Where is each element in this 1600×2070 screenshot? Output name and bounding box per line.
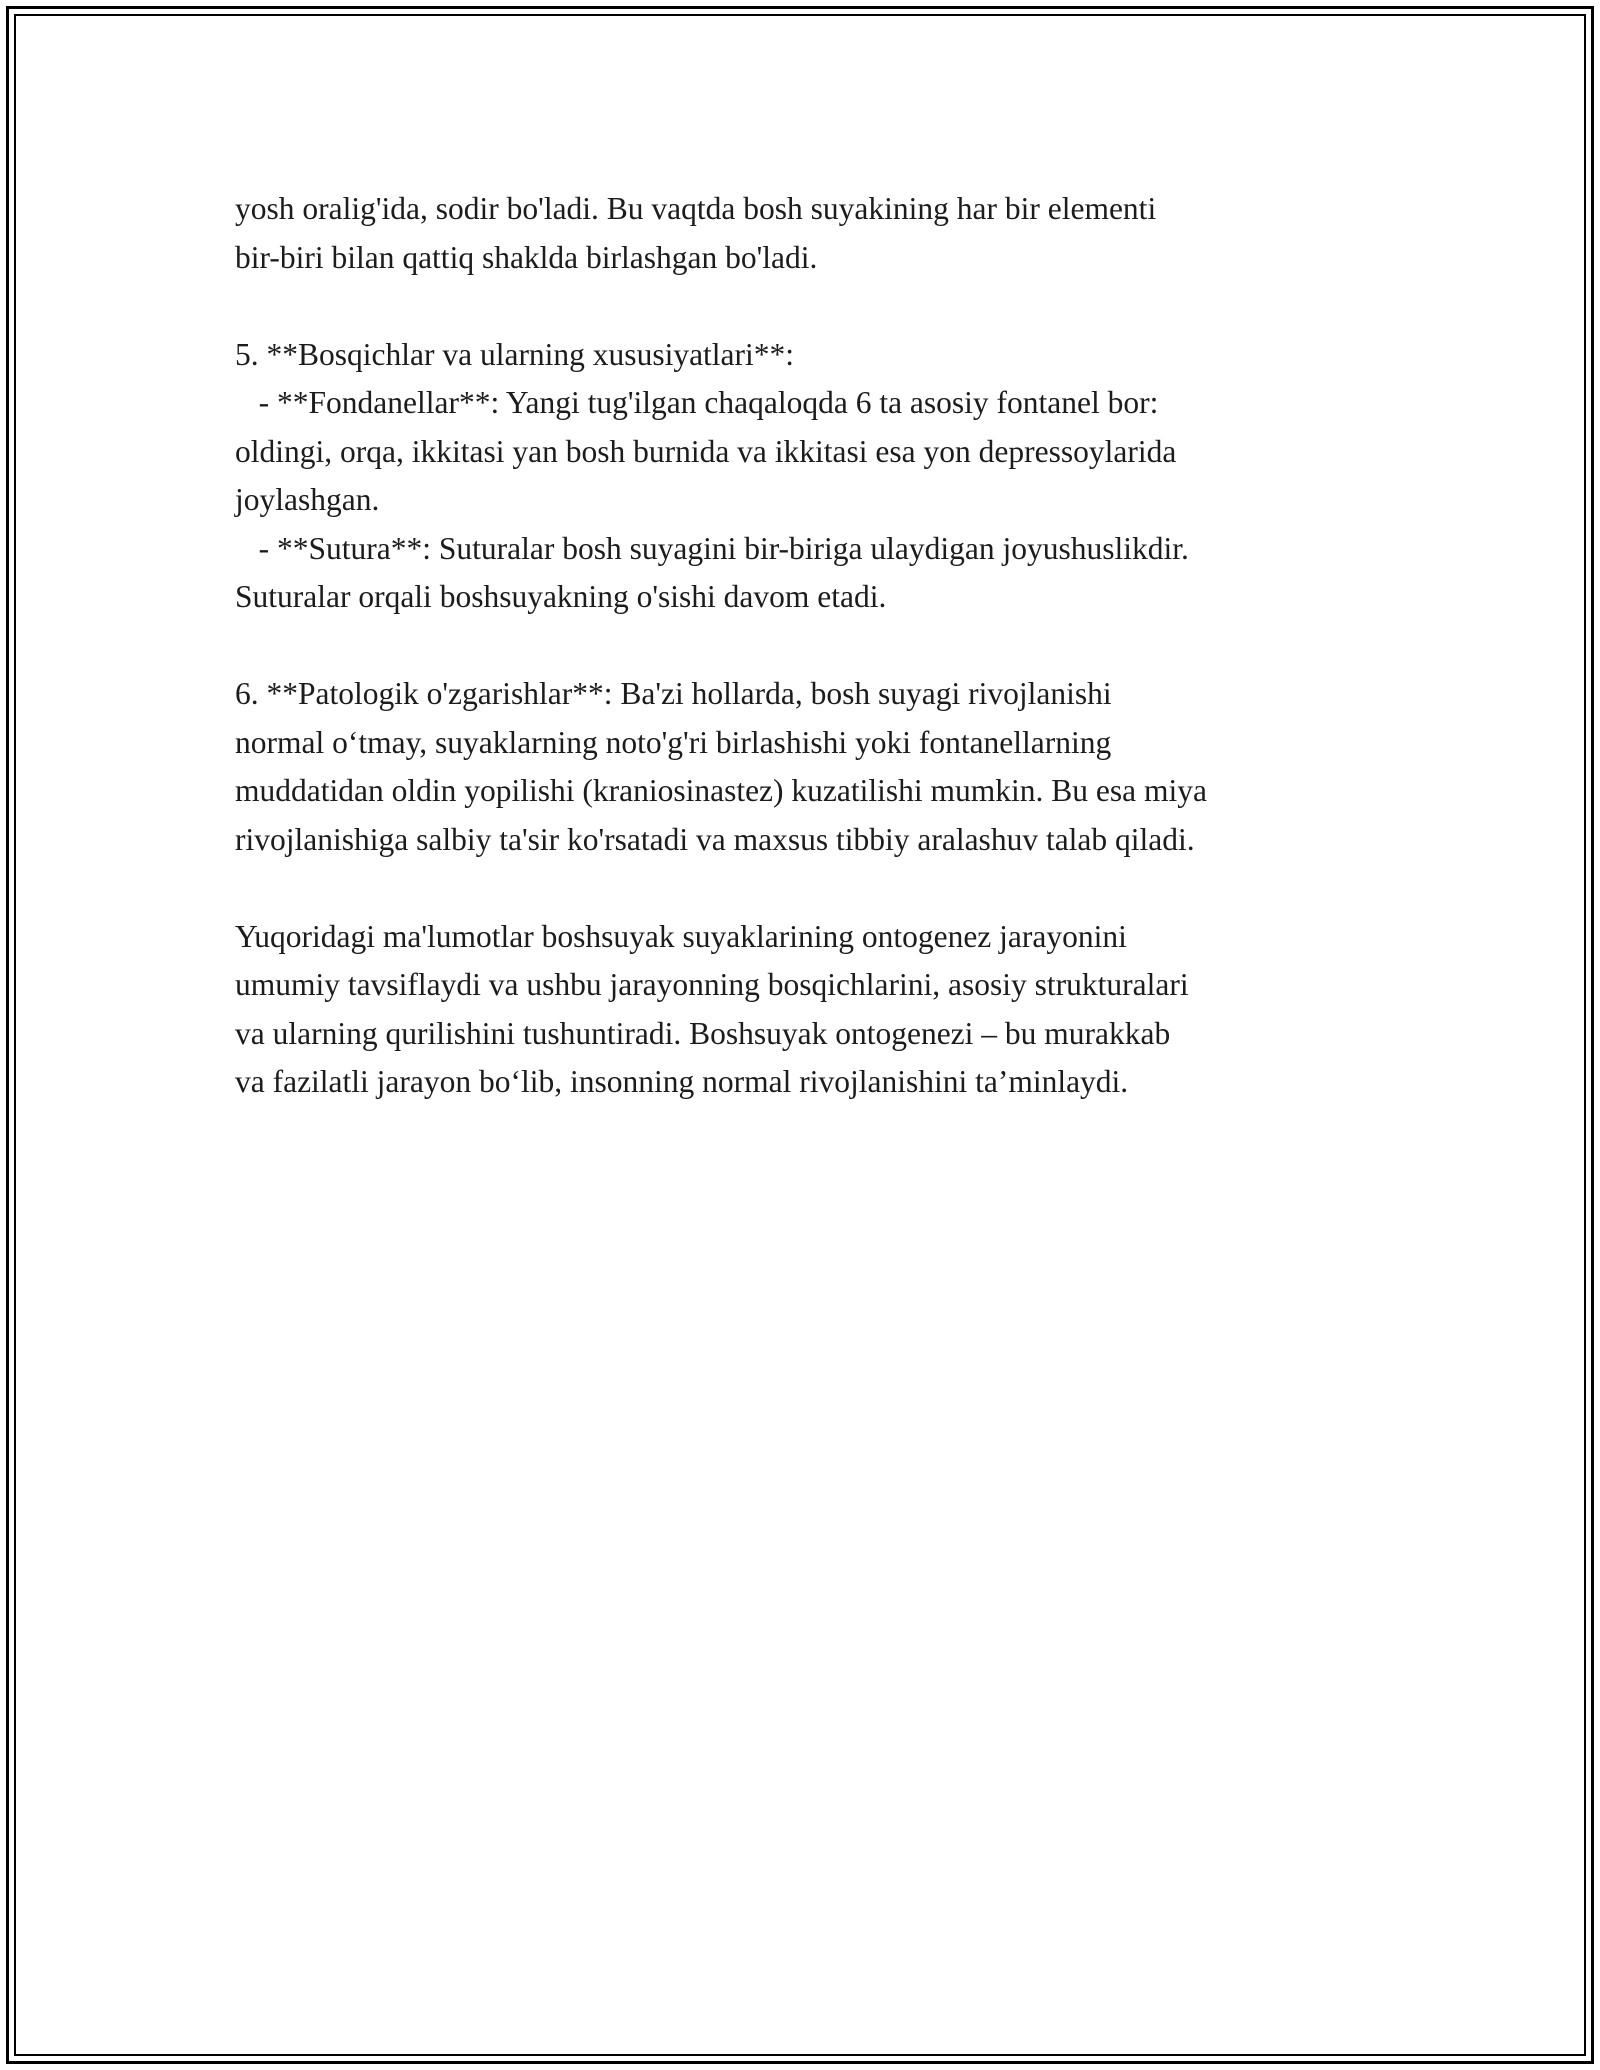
text-line: va fazilatli jarayon bo‘lib, insonning normal rivojlanishini ta’minlaydi. (235, 1064, 1129, 1099)
text-line: rivojlanishiga salbiy ta'sir ko'rsatadi va maxsus tibbiy aralashuv talab qiladi. (235, 821, 1195, 857)
text-line: Yuqoridagi ma'lumotlar boshsuyak suyaklarining ontogenez jarayonini (235, 918, 1127, 954)
text-line: Suturalar orqali boshsuyakning o'sishi davom etadi. (235, 579, 887, 614)
document-body (235, 185, 1435, 1155)
paragraph-continuation (235, 185, 1435, 282)
text-line: va ularning qurilishini tushuntiradi. Boshsuyak ontogenezi – bu murakkab (235, 1015, 1171, 1051)
list-item-sutures: - **Sutura**: Suturalar bosh suyagini bir-biriga ulaydigan joyushuslikdir. (235, 530, 1189, 566)
list-heading: 5. **Bosqichlar va ularning xususiyatlari**: (235, 336, 795, 372)
text-line: umumiy tavsiflaydi va ushbu jarayonning bosqichlarini, asosiy strukturalari (235, 967, 1189, 1002)
text-line: yosh oralig'ida, sodir bo'ladi. Bu vaqtda bosh suyakining har bir elementi (235, 191, 1157, 226)
text-line: normal o‘tmay, suyaklarning noto'g'ri birlashishi yoki fontanellarning (235, 724, 1112, 760)
text-line: joylashgan. (235, 482, 380, 517)
text-line: oldingi, orqa, ikkitasi yan bosh burnida va ikkitasi esa yon depressoylarida (235, 433, 1177, 469)
text-line: muddatidan oldin yopilishi (kraniosinastez) kuzatilishi mumkin. Bu esa miya (235, 773, 1207, 808)
list-heading: 6. **Patologik o'zgarishlar**: Ba'zi hollarda, bosh suyagi rivojlanishi (235, 676, 1112, 711)
list-item-fontanelles: - **Fondanellar**: Yangi tug'ilgan chaqaloqda 6 ta asosiy fontanel bor: (235, 385, 1159, 420)
paragraph-stages (235, 331, 1435, 622)
paragraph-pathology (235, 670, 1435, 864)
paragraph-conclusion (235, 913, 1435, 1107)
text-line: bir-biri bilan qattiq shaklda birlashgan bo'ladi. (235, 239, 818, 275)
